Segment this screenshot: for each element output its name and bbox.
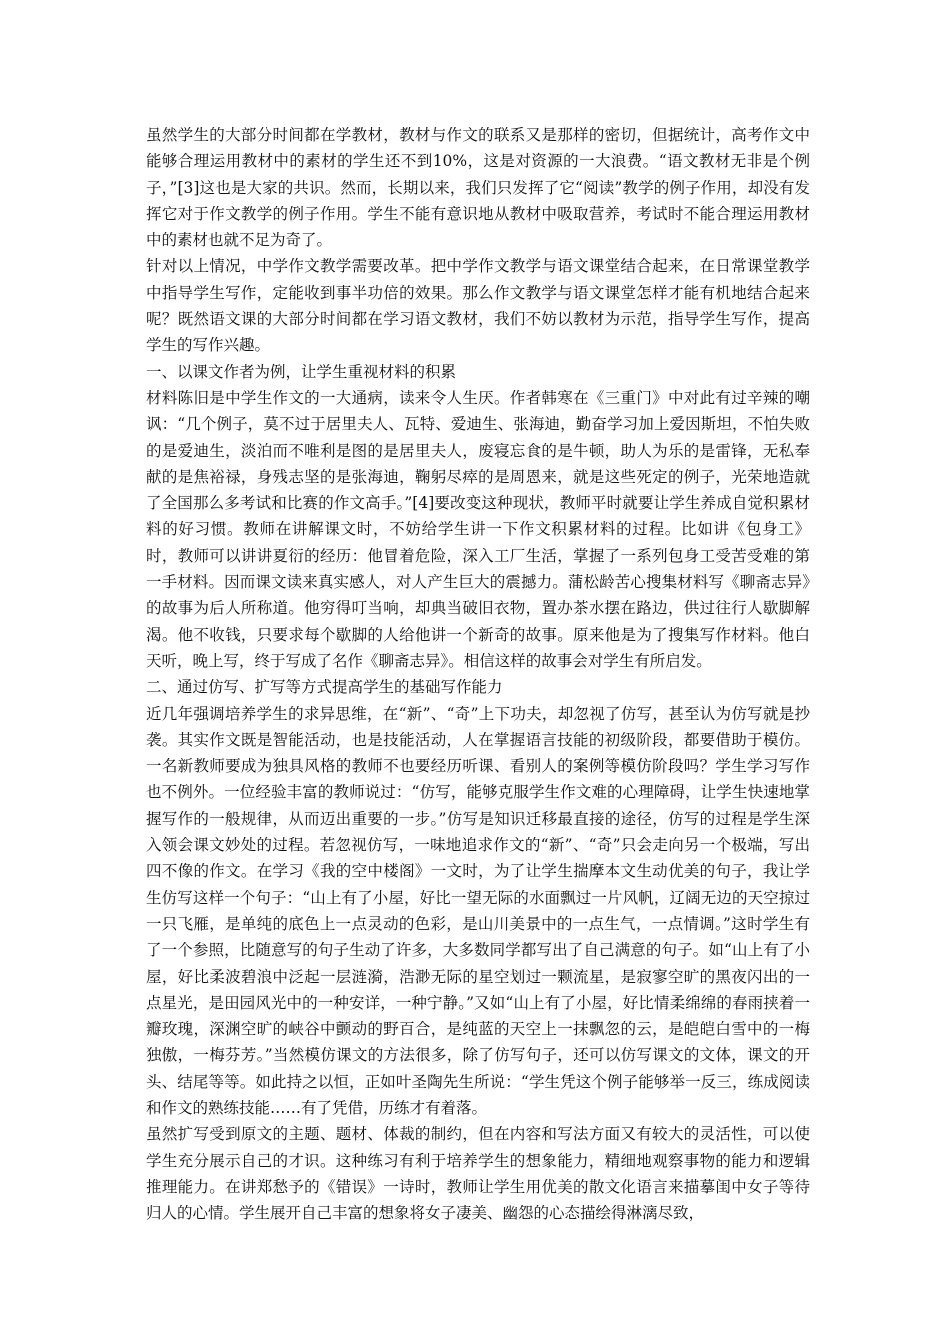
section-heading: 一、以课文作者为例，让学生重视材料的积累 <box>146 362 457 381</box>
paragraph: 虽然学生的大部分时间都在学教材，教材与作文的联系又是那样的密切，但据统计，高考作文中能够合理运用教材中的素材的学生还不到10%，这是对资源的一大浪费。“语文教材无非是个例子，”[3]这也是大家的共识。然而，长期以来，我们只发挥了它“阅读”教学的例子作用，却没有发挥它对于作文教学的例子作用。学生不能有意识地从教材中吸取营养，考试时不能合理运用教材中的素材也就不足为奇了。 <box>146 126 810 250</box>
document-body <box>146 122 810 1226</box>
paragraph: 针对以上情况，中学作文教学需要改革。把中学作文教学与语文课堂结合起来，在日常课堂教学中指导学生写作，定能收到事半功倍的效果。那么作文教学与语文课堂怎样才能有机地结合起来呢？既然语文课的大部分时间都在学习语文教材，我们不妨以教材为示范，指导学生写作，提高学生的写作兴趣。 <box>146 257 810 355</box>
paragraph: 虽然扩写受到原文的主题、题材、体裁的制约，但在内容和写法方面又有较大的灵活性，可以使学生充分展示自己的才识。这种练习有利于培养学生的想象能力，精细地观察事物的能力和逻辑推理能力。在讲郑愁予的《错误》一诗时，教师让学生用优美的散文化语言来描摹闺中女子等待归人的心情。学生展开自己丰富的想象将女子凄美、幽怨的心态描绘得淋漓尽致， <box>146 1125 810 1223</box>
section-heading: 二、通过仿写、扩写等方式提高学生的基础写作能力 <box>146 678 503 697</box>
paragraph: 近几年强调培养学生的求异思维，在“新”、“奇”上下功夫，却忽视了仿写，甚至认为仿写就是抄袭。其实作文既是智能活动，也是技能活动，人在掌握语言技能的初级阶段，都要借助于模仿。一名新教师要成为独具风格的教师不也要经历听课、看别人的案例等模仿阶段吗？学生学习写作也不例外。一位经验丰富的教师说过：“仿写，能够克服学生作文难的心理障碍，让学生快速地掌握写作的一般规律，从而迈出重要的一步。”仿写是知识迁移最直接的途径，仿写的过程是学生深入领会课文妙处的过程。若忽视仿写，一味地追求作文的“新”、“奇”只会走向另一个极端，写出四不像的作文。在学习《我的空中楼阁》一文时，为了让学生揣摩本文生动优美的句子，我让学生仿写这样一个句子：“山上有了小屋，好比一望无际的水面飘过一片风帆，辽阔无边的天空掠过一只飞雁，是单纯的底色上一点灵动的色彩，是山川美景中的一点生气，一点情调。”这时学生有了一个参照，比随意写的句子生动了许多，大多数同学都写出了自己满意的句子。如“山上有了小屋，好比柔波碧浪中泛起一层涟漪，浩渺无际的星空划过一颗流星，是寂寥空旷的黑夜闪出的一点星光，是田园风光中的一种安详，一种宁静。”又如“山上有了小屋，好比情柔绵绵的春雨挟着一瓣玫瑰，深渊空旷的峡谷中颤动的野百合，是纯蓝的天空上一抹飘忽的云，是皑皑白雪中的一梅独傲，一梅芬芳。”当然模仿课文的方法很多，除了仿写句子，还可以仿写课文的文体，课文的开头、结尾等等。如此持之以恒，正如叶圣陶先生所说：“学生凭这个例子能够举一反三，练成阅读和作文的熟练技能……有了凭借，历练才有着落。 <box>146 704 810 1117</box>
paragraph: 材料陈旧是中学生作文的一大通病，读来令人生厌。作者韩寒在《三重门》中对此有过辛辣的嘲讽：“几个例子，莫不过于居里夫人、瓦特、爱迪生、张海迪，勤奋学习加上爱因斯坦，不怕失败的是爱迪生，淡泊而不唯利是图的是居里夫人，废寝忘食的是牛顿，助人为乐的是雷锋，无私奉献的是焦裕禄，身残志坚的是张海迪，鞠躬尽瘁的是周恩来，就是这些死定的例子，光荣地造就了全国那么多考试和比赛的作文高手。”[4]要改变这种现状，教师平时就要让学生养成自觉积累材料的好习惯。教师在讲解课文时，不妨给学生讲一下作文积累材料的过程。比如讲《包身工》时，教师可以讲讲夏衍的经历：他冒着危险，深入工厂生活，掌握了一系列包身工受苦受难的第一手材料。因而课文读来真实感人，对人产生巨大的震撼力。蒲松龄苦心搜集材料写《聊斋志异》的故事为后人所称道。他穷得叮当响，却典当破旧衣物，置办茶水摆在路边，供过往行人歇脚解渴。他不收钱，只要求每个歇脚的人给他讲一个新奇的故事。原来他是为了搜集写作材料。他白天听，晚上写，终于写成了名作《聊斋志异》。相信这样的故事会对学生有所启发。 <box>146 388 810 670</box>
